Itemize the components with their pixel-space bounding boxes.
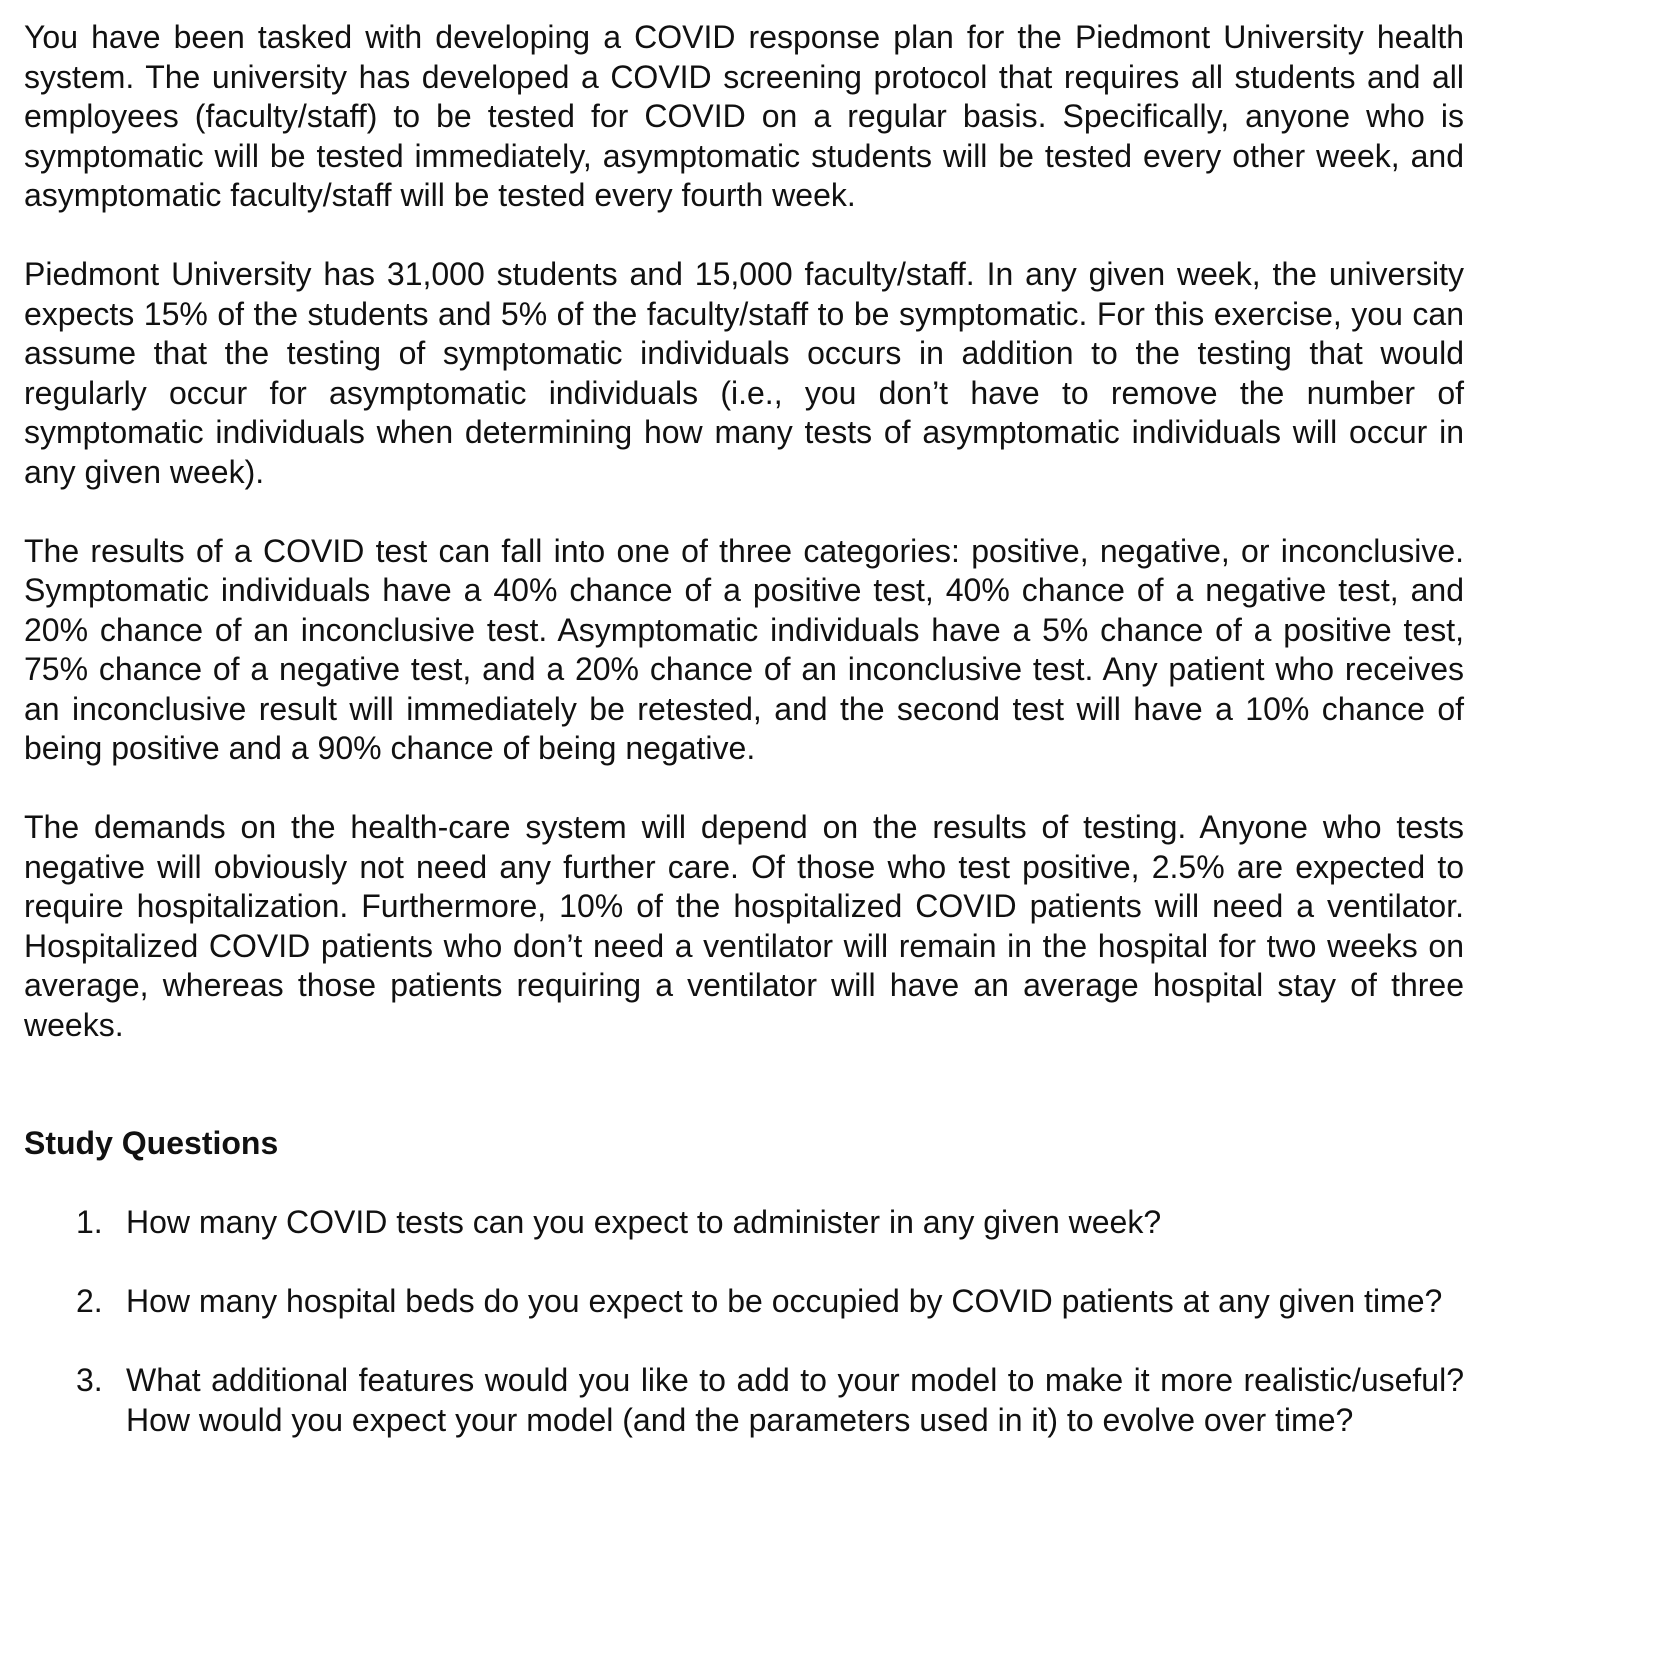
- question-item: [24, 1361, 1464, 1440]
- document-page: [24, 18, 1464, 1440]
- question-item: [24, 1282, 1464, 1322]
- study-questions-heading: Study Questions: [24, 1125, 279, 1161]
- question-number: 2.: [76, 1283, 103, 1319]
- population-paragraph: Piedmont University has 31,000 students and 15,000 faculty/staff. In any given week, the university expects 15% of the students and 5% of the faculty/staff to be symptomatic. For this exercise, you can assume that the testing of symptomatic individuals occurs in addition to the testing that would regularly occur for asymptomatic individuals (i.e., you don’t have to remove the number of symptomatic individuals when determining how many tests of asymptomatic individuals will occur in any given week).: [24, 256, 1464, 490]
- question-text: How many COVID tests can you expect to administer in any given week?: [126, 1204, 1162, 1240]
- study-questions-list: [24, 1203, 1464, 1440]
- question-number: 1.: [76, 1204, 103, 1240]
- intro-paragraph: You have been tasked with developing a COVID response plan for the Piedmont University health system. The university has developed a COVID screening protocol that requires all students and all employees (faculty/staff) to be tested for COVID on a regular basis. Specifically, anyone who is symptomatic will be tested immediately, asymptomatic students will be tested every other week, and asymptomatic faculty/staff will be tested every fourth week.: [24, 19, 1464, 213]
- question-number: 3.: [76, 1362, 103, 1398]
- question-text: What additional features would you like to add to your model to make it more realistic/useful? How would you expect your model (and the parameters used in it) to evolve over time?: [126, 1362, 1464, 1438]
- test-results-paragraph: The results of a COVID test can fall into one of three categories: positive, negative, or inconclusive. Symptomatic individuals have a 40% chance of a positive test, 40% chance of a negative test, and 20% chance of an inconclusive test. Asymptomatic individuals have a 5% chance of a positive test, 75% chance of a negative test, and a 20% chance of an inconclusive test. Any patient who receives an inconclusive result will immediately be retested, and the second test will have a 10% chance of being positive and a 90% chance of being negative.: [24, 532, 1464, 766]
- healthcare-demand-paragraph: The demands on the health-care system will depend on the results of testing. Anyone who tests negative will obviously not need any further care. Of those who test positive, 2.5% are expected to require hospitalization. Furthermore, 10% of the hospitalized COVID patients will need a ventilator. Hospitalized COVID patients who don’t need a ventilator will remain in the hospital for two weeks on average, whereas those patients requiring a ventilator will have an average hospital stay of three weeks.: [24, 809, 1464, 1043]
- question-item: [24, 1203, 1464, 1243]
- question-text: How many hospital beds do you expect to be occupied by COVID patients at any given time?: [126, 1283, 1443, 1319]
